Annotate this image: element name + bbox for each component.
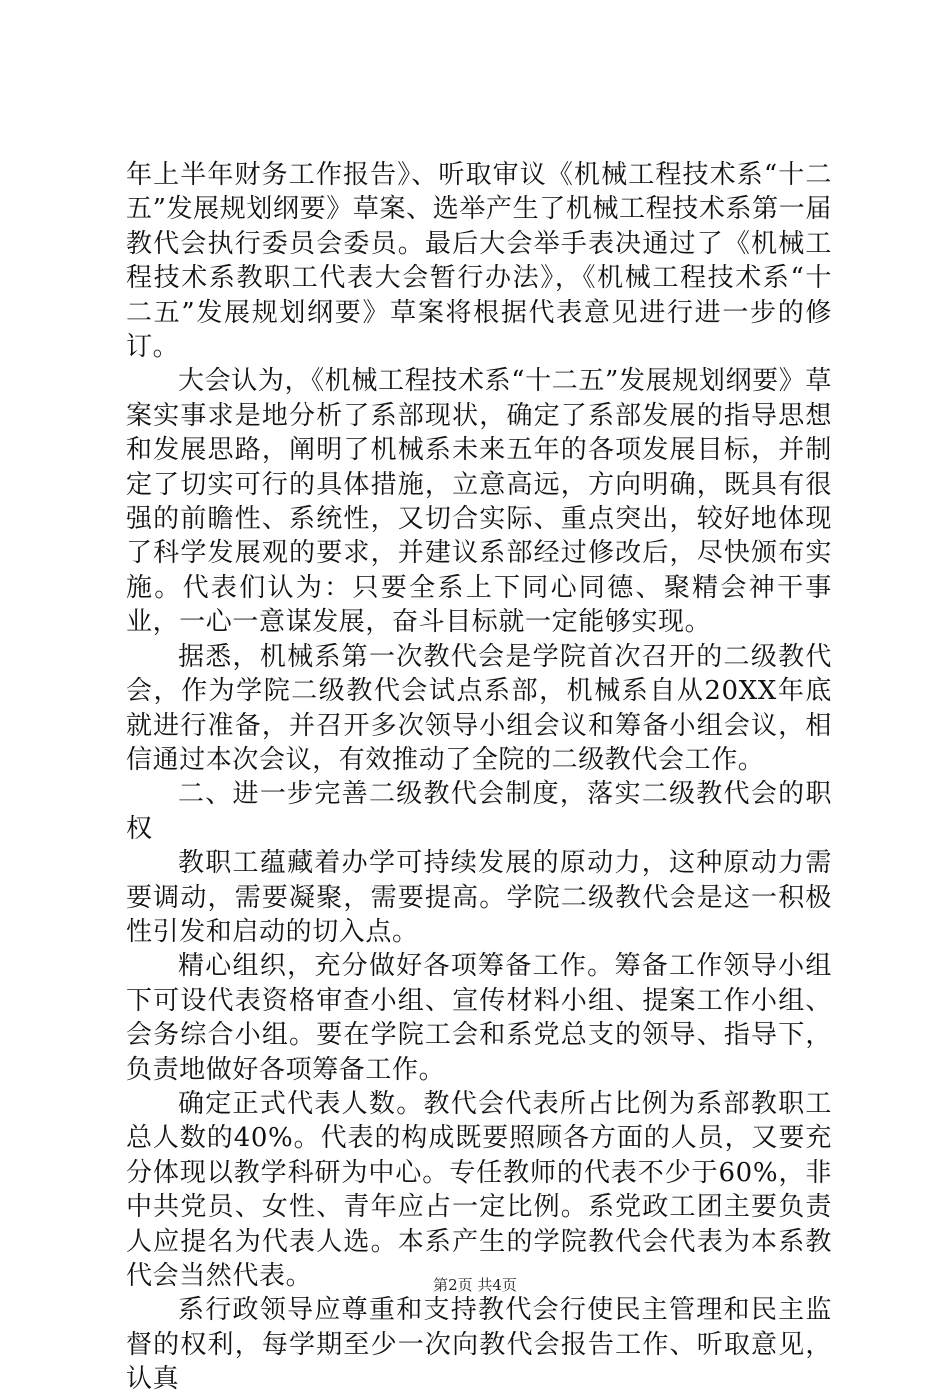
- paragraph-administration: 系行政领导应尊重和支持教代会行使民主管理和民主监督的权利，每学期至少一次向教代会报告工作、听取意见，认真: [126, 1295, 832, 1395]
- page-number-footer: 第2页 共4页: [433, 1276, 517, 1294]
- section-heading: 二、进一步完善二级教代会制度，落实二级教代会的职权: [126, 779, 832, 844]
- paragraph-preparation: 精心组织，充分做好各项筹备工作。筹备工作领导小组下可设代表资格审查小组、宣传材料小组、提案工作小组、会务综合小组。要在学院工会和系党总支的领导、指导下，负责地做好各项筹备工作。: [126, 951, 832, 1085]
- document-body: [126, 158, 832, 1397]
- paragraph-delegate-count: 确定正式代表人数。教代会代表所占比例为系部教职工总人数的40%。代表的构成既要照顾各方面的人员，又要充分体现以教学科研为中心。专任教师的代表不少于60%，非中共党员、女性、青年应占一定比例。系党政工团主要负责人应提名为代表人选。本系产生的学院教代会代表为本系教代会当然代表。: [126, 1088, 832, 1291]
- paragraph-continuation: 年上半年财务工作报告》、听取审议《机械工程技术系“十二五”发展规划纲要》草案、选举产生了机械工程技术系第一届教代会执行委员会委员。最后大会举手表决通过了《机械工程技术系教职工代表大会暂行办法》，《机械工程技术系“十二五”发展规划纲要》草案将根据代表意见进行进一步的修订。: [126, 160, 832, 363]
- paragraph-conference-opinion: 大会认为，《机械工程技术系“十二五”发展规划纲要》草案实事求是地分析了系部现状，确定了系部发展的指导思想和发展思路，阐明了机械系未来五年的各项发展目标，并制定了切实可行的具体措施，立意高远，方向明确，既具有很强的前瞻性、系统性，又切合实际、重点突出，较好地体现了科学发展观的要求，并建议系部经过修改后，尽快颁布实施。代表们认为：只要全系上下同心同德、聚精会神干事业，一心一意谋发展，奋斗目标就一定能够实现。: [126, 366, 832, 638]
- paragraph-staff-motivation: 教职工蕴藏着办学可持续发展的原动力，这种原动力需要调动，需要凝聚，需要提高。学院二级教代会是这一积极性引发和启动的切入点。: [126, 848, 832, 947]
- paragraph-reportedly: 据悉，机械系第一次教代会是学院首次召开的二级教代会，作为学院二级教代会试点系部，机械系自从20XX年底就进行准备，并召开多次领导小组会议和筹备小组会议，相信通过本次会议，有效推动了全院的二级教代会工作。: [126, 641, 832, 775]
